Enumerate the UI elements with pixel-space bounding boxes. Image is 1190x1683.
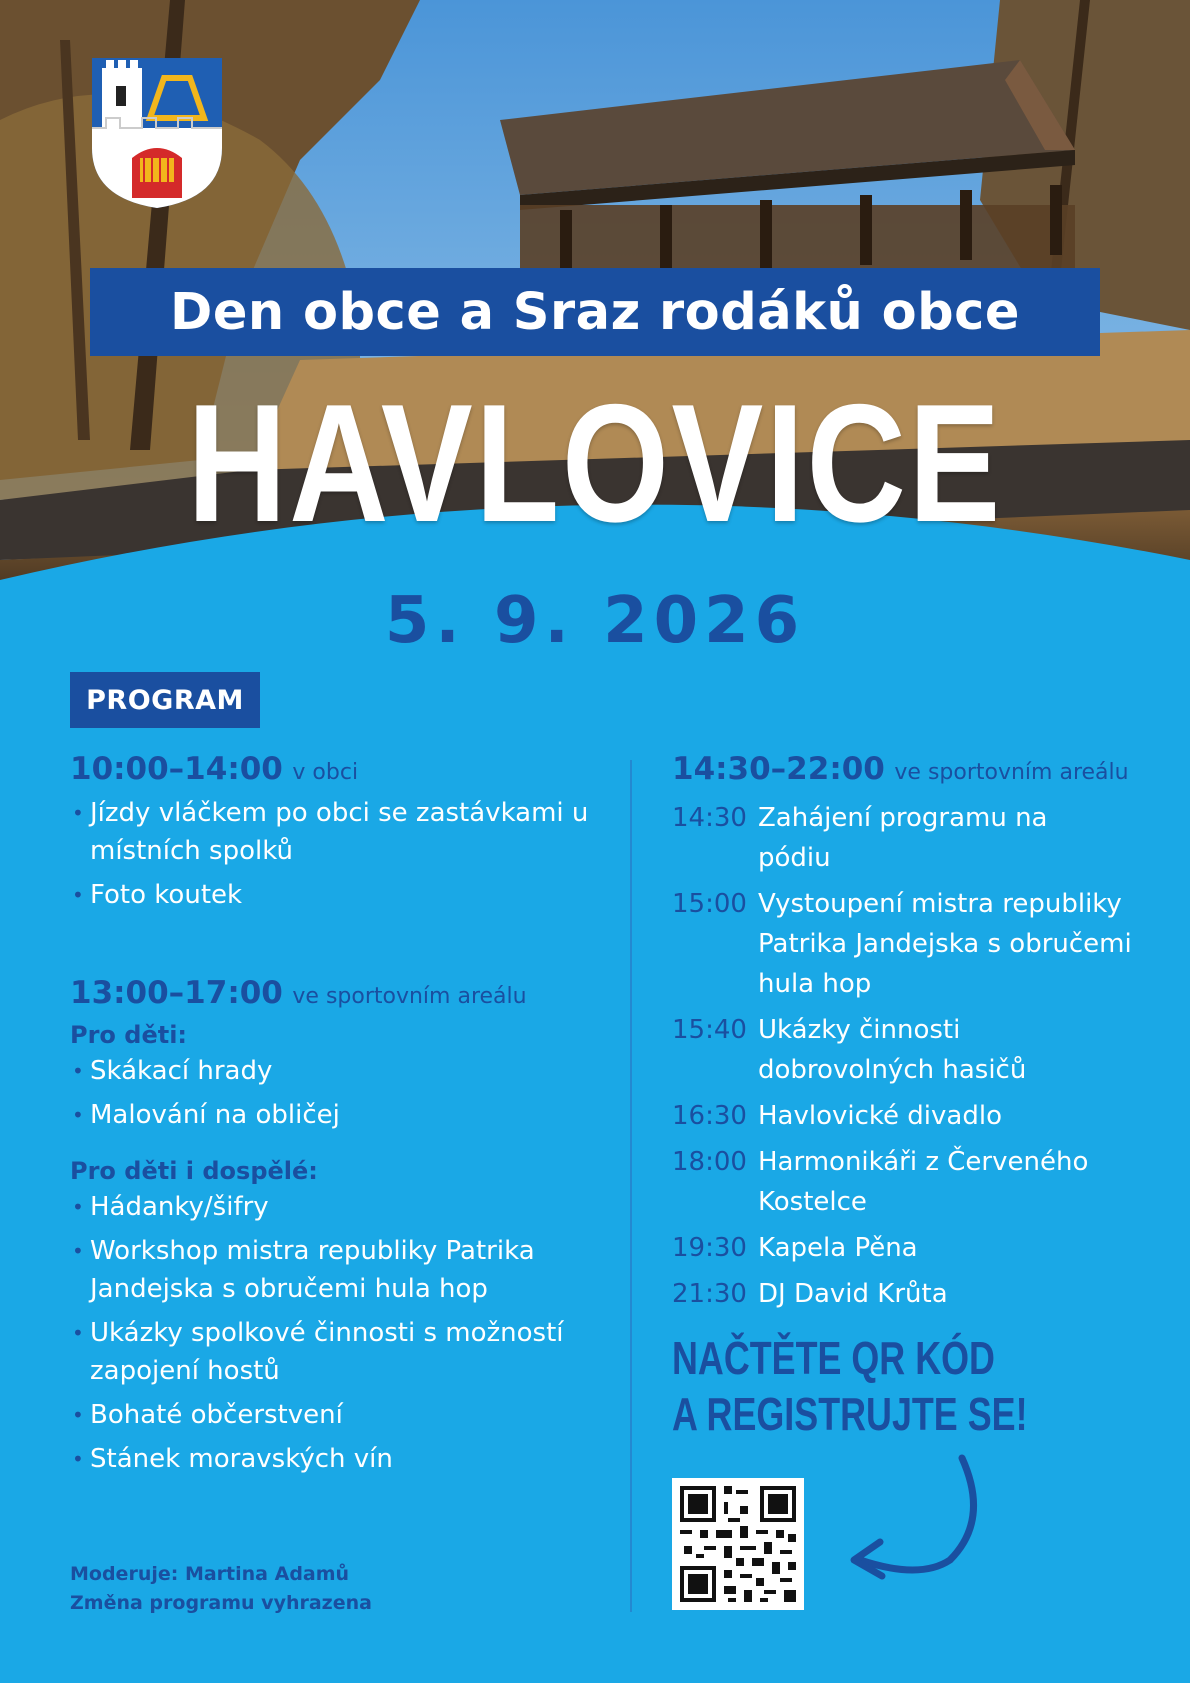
town-coat-of-arms-icon (92, 58, 222, 208)
schedule-time: 19:30 (672, 1233, 747, 1263)
schedule-time: 21:30 (672, 1279, 747, 1309)
activity-list (70, 1052, 615, 1134)
schedule-time: 15:40 (672, 1015, 747, 1045)
list-item: • Jízdy vláčkem po obci se zastávkami u místních spolků (70, 794, 615, 870)
event-title-banner (90, 268, 1100, 356)
cta-line: NAČTĚTE QR KÓD (672, 1332, 995, 1384)
program-change-note: Změna programu vyhrazena (70, 1592, 372, 1614)
block-heading (70, 972, 615, 1018)
activity-list (70, 794, 615, 914)
schedule-row (672, 1096, 1172, 1136)
event-date: 5. 9. 2026 (384, 584, 806, 658)
qr-code-icon[interactable] (672, 1478, 804, 1610)
list-item: • Workshop mistra republiky Patrika Jandejska s obručemi hula hop (70, 1232, 615, 1308)
location: ve sportovním areálu (292, 984, 527, 1009)
event-title: Den obce a Sraz rodáků obce (170, 282, 1020, 342)
column-divider (630, 760, 632, 1612)
right-program-column (672, 748, 1172, 1320)
program-label: PROGRAM (70, 672, 260, 728)
time-range: 10:00–14:00 (70, 751, 283, 787)
left-program-column (70, 748, 615, 1484)
schedule-text: Kapela Pěna (758, 1233, 918, 1263)
time-range: 13:00–17:00 (70, 975, 283, 1011)
schedule-row (672, 1142, 1172, 1222)
curved-arrow-icon (840, 1450, 1000, 1610)
schedule-time: 18:00 (672, 1147, 747, 1177)
schedule-time: 15:00 (672, 889, 747, 919)
schedule-row (672, 1010, 1172, 1090)
kids-heading: Pro děti: (70, 1021, 188, 1049)
schedule-row (672, 1228, 1172, 1268)
moderator-note: Moderuje: Martina Adamů (70, 1563, 350, 1585)
list-item: • Foto koutek (70, 876, 615, 914)
schedule-row (672, 1274, 1172, 1314)
schedule-text: Ukázky činnosti dobrovolných hasičů (758, 1015, 1027, 1085)
schedule-time: 14:30 (672, 803, 747, 833)
footer-notes (70, 1560, 372, 1618)
schedule-text: Havlovické divadlo (758, 1101, 1002, 1131)
schedule-text: Vystoupení mistra republiky Patrika Jandejska s obručemi hula hop (758, 889, 1132, 999)
schedule-text: Zahájení programu na pódiu (758, 803, 1048, 873)
list-item: • Bohaté občerstvení (70, 1396, 615, 1434)
list-item: • Ukázky spolkové činnosti s možností zapojení hostů (70, 1314, 615, 1390)
all-ages-heading: Pro děti i dospělé: (70, 1157, 318, 1185)
block-heading (672, 748, 1172, 794)
list-item: • Hádanky/šifry (70, 1188, 615, 1226)
time-range: 14:30–22:00 (672, 751, 885, 787)
list-item: • Skákací hrady (70, 1052, 615, 1090)
cta-line: A REGISTRUJTE SE! (672, 1388, 1028, 1440)
town-name: HAVLOVICE (187, 369, 1003, 557)
location: ve sportovním areálu (894, 760, 1129, 785)
block-heading (70, 748, 615, 794)
list-item: • Malování na obličej (70, 1096, 615, 1134)
schedule-row (672, 884, 1172, 1004)
schedule-row (672, 798, 1172, 878)
location: v obci (292, 760, 359, 785)
schedule-text: DJ David Krůta (758, 1279, 948, 1309)
list-item: • Stánek moravských vín (70, 1440, 615, 1478)
qr-call-to-action (672, 1330, 1028, 1442)
activity-list (70, 1188, 615, 1478)
schedule-text: Harmonikáři z Červeného Kostelce (758, 1147, 1089, 1217)
schedule-time: 16:30 (672, 1101, 747, 1131)
